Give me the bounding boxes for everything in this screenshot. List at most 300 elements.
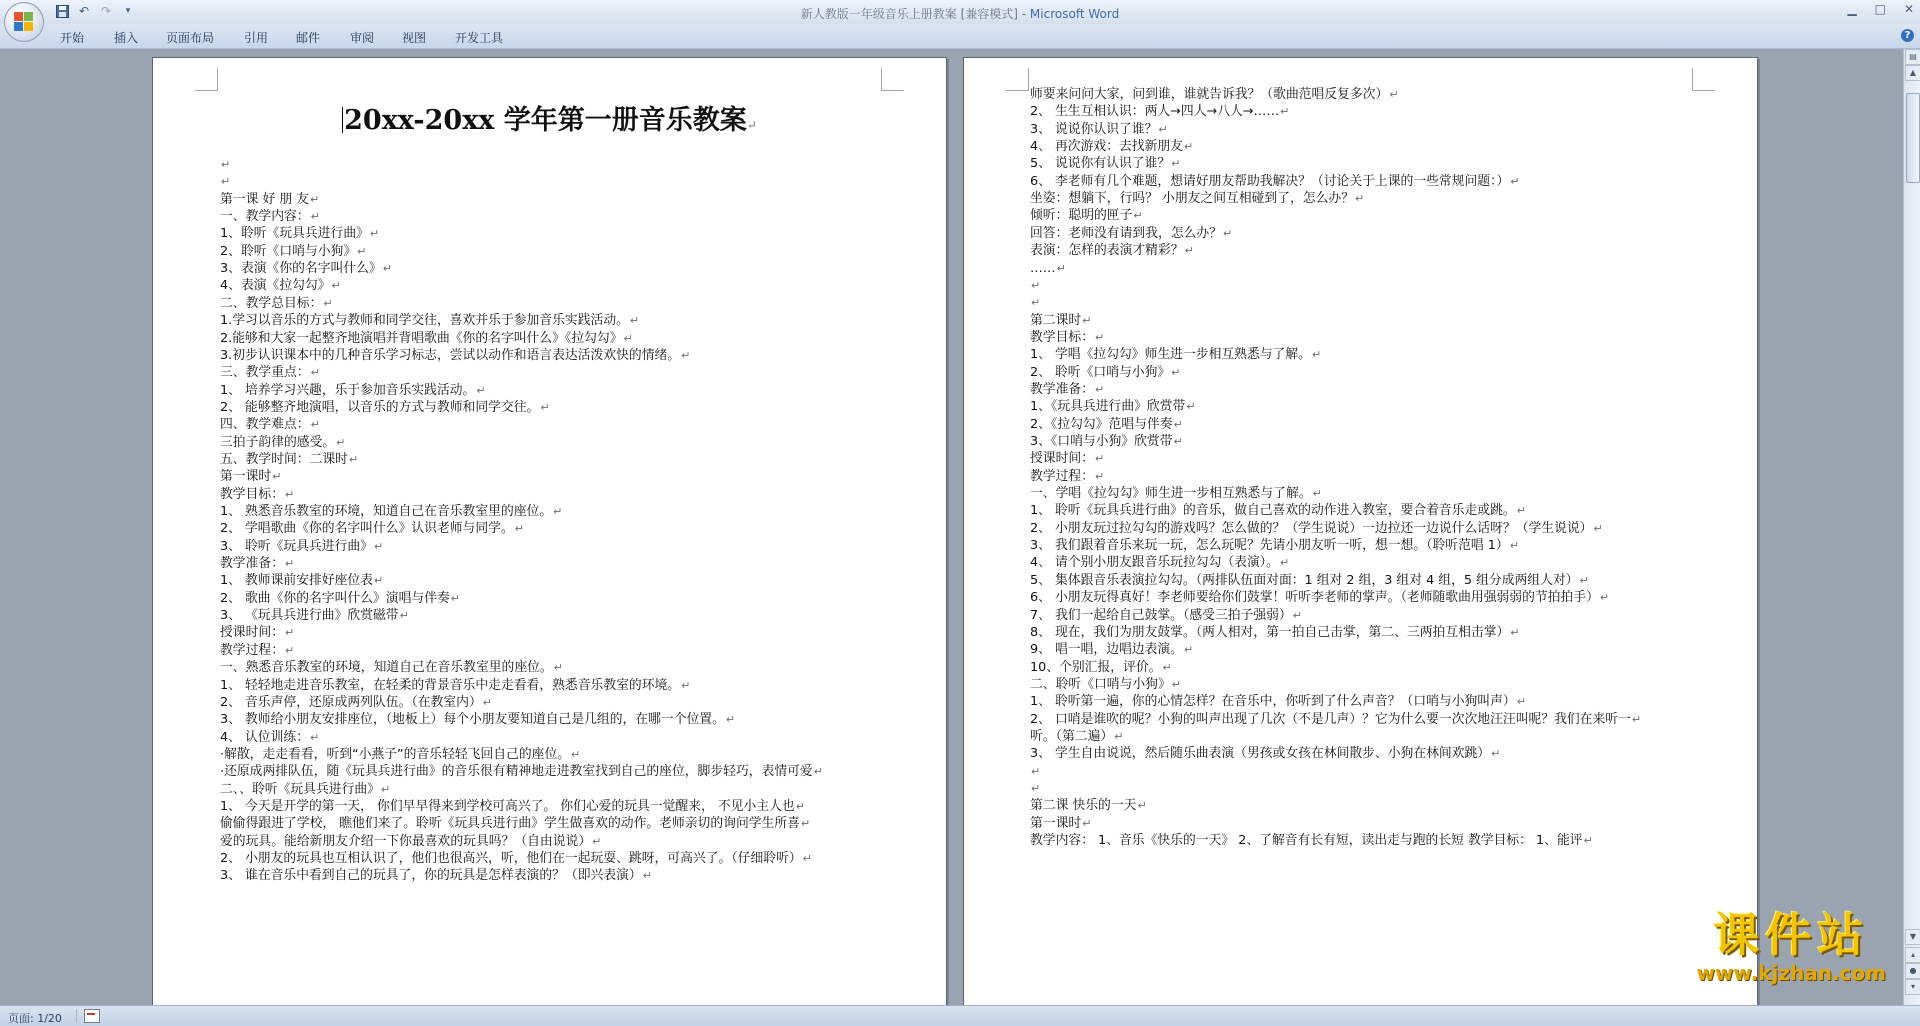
document-line — [1030, 589, 1609, 607]
line-text: 4、 再次游戏：去找新朋友 — [1030, 139, 1183, 155]
paragraph-mark: ↵ — [336, 435, 346, 449]
paragraph-mark: ↵ — [310, 730, 320, 744]
line-text: 3、 《玩具兵进行曲》欣赏磁带 — [220, 608, 399, 624]
paragraph-mark: ↵ — [725, 713, 736, 727]
line-text: 教学准备： — [220, 556, 284, 572]
line-text: 教学目标： — [220, 486, 284, 502]
crop-mark — [1692, 68, 1715, 91]
paragraph-mark: ↵ — [514, 522, 524, 536]
line-text: 二、、聆听《玩具兵进行曲》 — [220, 781, 380, 797]
paragraph-mark: ↵ — [348, 452, 359, 466]
document-line — [220, 173, 230, 191]
line-text: 第二课 快乐的一天 — [1030, 798, 1137, 814]
document-line — [1030, 207, 1143, 225]
previous-page-icon[interactable]: ▴ — [1905, 947, 1920, 963]
paragraph-mark: ↵ — [1162, 660, 1172, 674]
document-line — [220, 659, 563, 677]
line-text: 二、教学总目标： — [220, 295, 323, 311]
document-heading — [153, 98, 946, 137]
paragraph-mark: ↵ — [382, 262, 392, 276]
tab-view[interactable]: 视图 — [402, 31, 427, 45]
document-line — [220, 312, 639, 330]
paragraph-mark: ↵ — [1516, 695, 1526, 709]
paragraph-mark: ↵ — [1094, 382, 1105, 396]
paragraph-mark: ↵ — [1279, 556, 1290, 570]
paragraph-mark: ↵ — [1184, 244, 1194, 258]
line-text: 4、 认位训练： — [220, 729, 309, 745]
document-line — [220, 538, 383, 556]
close-icon[interactable]: ✕ — [1903, 2, 1914, 16]
vertical-scrollbar[interactable] — [1903, 49, 1920, 1005]
line-text: 三拍子韵律的感受。 — [220, 434, 336, 450]
document-line — [1030, 277, 1040, 295]
document-line — [1030, 190, 1364, 208]
document-line — [1030, 572, 1589, 590]
line-text: 1、聆听《玩具兵进行曲》 — [220, 226, 369, 242]
paragraph-mark: ↵ — [310, 210, 320, 224]
line-text: 2.能够和大家一起整齐地演唱并背唱歌曲《你的名字叫什么》《拉勾勾》 — [220, 330, 623, 346]
paragraph-mark: ↵ — [795, 799, 805, 813]
line-text: 教学内容： 1、音乐《快乐的一天》 2、了解音有长有短，读出走与跑的长短 教学目标： 1、能评 — [1030, 833, 1583, 849]
line-text: 1、 学唱《拉勾勾》师生进一步相互熟悉与了解。 — [1030, 347, 1311, 363]
line-text: 2、《拉勾勾》范唱与伴奏 — [1030, 416, 1173, 432]
line-text: 5、 说说你有认识了谁？ — [1030, 156, 1171, 172]
paragraph-mark: ↵ — [1171, 157, 1181, 171]
line-text: 3、表演《你的名字叫什么》 — [220, 261, 382, 277]
paragraph-mark: ↵ — [746, 118, 757, 132]
line-text: 教学准备： — [1030, 381, 1094, 397]
document-line — [1030, 225, 1232, 243]
paragraph-mark: ↵ — [1280, 105, 1290, 119]
paragraph-mark: ↵ — [331, 279, 341, 293]
undo-icon[interactable]: ↶ — [78, 4, 90, 18]
paragraph-mark: ↵ — [482, 695, 492, 709]
paragraph-mark: ↵ — [1183, 643, 1194, 657]
document-line — [1030, 138, 1193, 156]
scroll-down-icon[interactable]: ▼ — [1905, 929, 1920, 945]
paragraph-mark: ↵ — [1292, 608, 1302, 622]
document-title: 新人教版一年级音乐上册教案 [兼容模式] - — [800, 7, 1030, 21]
line-text: 1.学习以音乐的方式与教师和同学交往，喜欢并乐于参加音乐实践活动。 — [220, 313, 629, 329]
paragraph-mark: ↵ — [681, 348, 691, 362]
document-area — [0, 49, 1904, 1005]
line-text: 教学过程： — [220, 642, 284, 658]
paragraph-mark: ↵ — [357, 244, 367, 258]
document-line — [1030, 624, 1520, 642]
line-text: 7、 我们一起给自己鼓掌。（感受三拍子强弱） — [1030, 607, 1292, 623]
document-line — [220, 642, 294, 660]
document-line — [220, 572, 383, 590]
crop-mark — [195, 68, 218, 91]
page-left[interactable] — [152, 57, 947, 1005]
document-line — [220, 503, 562, 521]
ruler-toggle-icon[interactable]: ▤ — [1905, 49, 1920, 65]
window-controls — [1847, 2, 1914, 16]
document-line — [220, 867, 652, 885]
line-text: 3.初步认识课本中的几种音乐学习标志，尝试以动作和语言表达活泼欢快的情绪。 — [220, 347, 681, 363]
text-cursor — [342, 107, 343, 133]
line-text: ·解散，走走看看，听到“小燕子”的音乐轻轻飞回自己的座位。 — [220, 746, 571, 762]
document-line — [220, 746, 580, 764]
line-text: 第一课时 — [220, 469, 272, 485]
document-line — [220, 382, 486, 400]
paragraph-mark: ↵ — [310, 192, 320, 206]
document-line — [1030, 641, 1193, 659]
paragraph-mark: ↵ — [1094, 330, 1105, 344]
document-line — [220, 277, 341, 295]
paragraph-mark: ↵ — [1222, 226, 1233, 240]
document-line — [220, 833, 601, 851]
document-line — [1030, 86, 1399, 104]
line-text: 3、 学生自由说说，然后随乐曲表演（男孩或女孩在林间散步、小狗在林间欢跳） — [1030, 746, 1491, 762]
document-line — [1030, 711, 1641, 729]
paragraph-mark: ↵ — [1031, 764, 1041, 778]
status-divider — [76, 1009, 77, 1023]
document-line — [1030, 398, 1196, 416]
paragraph-mark: ↵ — [284, 643, 295, 657]
document-line — [1030, 763, 1040, 781]
document-line — [1030, 745, 1500, 763]
proofing-status-icon[interactable] — [84, 1009, 100, 1023]
document-line — [220, 607, 409, 625]
document-line — [220, 330, 633, 348]
paragraph-mark: ↵ — [802, 852, 812, 865]
paragraph-mark: ↵ — [629, 314, 640, 328]
paragraph-mark: ↵ — [1510, 625, 1520, 639]
line-text: 3、 教师给小朋友安排座位，（地板上）每个小朋友要知道自己是几组的，在哪一个位置。 — [220, 712, 725, 728]
customize-toolbar-icon[interactable]: ▾ — [125, 6, 131, 16]
line-text: 授课时间： — [220, 625, 284, 641]
line-text: 一、学唱《拉勾勾》师生进一步相互熟悉与了解。 — [1030, 486, 1312, 502]
document-line — [1030, 294, 1040, 312]
paragraph-mark: ↵ — [1631, 712, 1642, 726]
paragraph-mark: ↵ — [284, 487, 295, 501]
document-line — [1030, 121, 1168, 139]
document-line — [220, 798, 805, 816]
document-line — [1030, 693, 1526, 711]
line-text: 2、 聆听《口哨与小狗》 — [1030, 364, 1171, 380]
line-text: 二、聆听《口哨与小狗》 — [1030, 676, 1171, 692]
document-line — [220, 156, 230, 174]
document-line — [220, 208, 320, 226]
paragraph-mark: ↵ — [1133, 209, 1143, 223]
paragraph-mark: ↵ — [642, 869, 652, 883]
select-browse-object-icon[interactable]: ● — [1905, 963, 1920, 979]
line-text: 教学目标： — [1030, 329, 1094, 345]
paragraph-mark: ↵ — [553, 661, 563, 675]
line-text: 听。（第二遍） — [1030, 728, 1114, 744]
line-text: 2、 小朋友玩过拉勾勾的游戏吗？怎么做的？（学生说说）一边拉还一边说什么话呀？（学生说说） — [1030, 520, 1593, 536]
line-text: 3、 我们跟着音乐来玩一玩，怎么玩呢？先请小朋友听一听，想一想。（聆听范唱 1） — [1030, 538, 1509, 554]
line-text: 1、 教师课前安排好座位表 — [220, 573, 373, 589]
paragraph-mark: ↵ — [1389, 88, 1399, 101]
paragraph-mark: ↵ — [476, 383, 486, 397]
document-line — [1030, 780, 1040, 798]
document-line — [220, 590, 460, 608]
paragraph-mark: ↵ — [1583, 834, 1593, 848]
line-text: 四、教学难点： — [220, 417, 310, 433]
document-line — [1030, 537, 1519, 555]
document-line — [1030, 103, 1289, 121]
document-line — [220, 295, 333, 313]
paragraph-mark: ↵ — [1031, 278, 1041, 292]
paragraph-mark: ↵ — [1311, 348, 1322, 362]
document-line — [220, 763, 823, 781]
paragraph-mark: ↵ — [1516, 504, 1526, 518]
document-line — [220, 781, 390, 799]
line-text: 4、 请个别小朋友跟音乐玩拉勾勾（表演）。 — [1030, 555, 1279, 571]
office-button[interactable] — [4, 2, 44, 42]
line-text: 回答：老师没有请到我，怎么办？ — [1030, 225, 1222, 241]
line-text: 教学过程： — [1030, 468, 1094, 484]
paragraph-mark: ↵ — [450, 591, 460, 605]
line-text: 2、 歌曲《你的名字叫什么》演唱与伴奏 — [220, 590, 450, 606]
line-text: 2、聆听《口哨与小狗》 — [220, 243, 357, 259]
document-line — [1030, 364, 1180, 382]
paragraph-mark: ↵ — [284, 626, 295, 640]
paragraph-mark: ↵ — [399, 609, 409, 623]
line-text: 表演：怎样的表演才精彩？ — [1030, 243, 1184, 259]
document-line — [1030, 242, 1194, 260]
paragraph-mark: ↵ — [1509, 539, 1519, 553]
line-text: 坐姿：想躺下，行吗？ 小朋友之间互相碰到了，怎么办？ — [1030, 191, 1354, 207]
document-line — [220, 520, 524, 538]
title-bar — [0, 0, 1920, 24]
paragraph-mark: ↵ — [1510, 174, 1520, 188]
document-line — [1030, 520, 1603, 538]
paragraph-mark: ↵ — [571, 747, 581, 761]
document-line — [1030, 502, 1526, 520]
document-line — [220, 711, 735, 729]
document-line — [220, 191, 319, 209]
paragraph-mark: ↵ — [1171, 365, 1181, 379]
paragraph-mark: ↵ — [1114, 729, 1124, 743]
document-line — [1030, 607, 1302, 625]
line-text: 1、 培养学习兴趣，乐于参加音乐实践活动。 — [220, 382, 476, 398]
scroll-up-icon[interactable]: ▲ — [1905, 65, 1920, 81]
crop-mark — [1006, 68, 1029, 91]
line-text: 爱的玩具。能给新朋友介绍一下你最喜欢的玩具吗？（自由说说） — [220, 833, 592, 849]
document-line — [1030, 329, 1104, 347]
paragraph-mark: ↵ — [1173, 417, 1183, 431]
office-logo-icon — [14, 12, 34, 32]
document-line — [1030, 260, 1066, 278]
line-text: 一、熟悉音乐教室的环境，知道自己在音乐教室里的座位。 — [220, 660, 553, 676]
paragraph-mark: ↵ — [1031, 296, 1041, 310]
document-line — [1030, 312, 1091, 330]
line-text: 6、 李老师有几个难题，想请好朋友帮助我解决？（讨论关于上课的一些常规问题：） — [1030, 173, 1510, 189]
paragraph-mark: ↵ — [221, 158, 231, 171]
watermark-url: www.kjzhan.com — [1696, 961, 1886, 985]
line-text: 9、 唱一唱，边唱边表演。 — [1030, 642, 1183, 658]
paragraph-mark: ↵ — [540, 400, 550, 414]
line-text: 3、 聆听《玩具兵进行曲》 — [220, 538, 373, 554]
line-text: 第一课 好 朋 友 — [220, 191, 309, 207]
document-heading-text: 20xx-20xx 学年第一册音乐教案 — [344, 105, 747, 136]
crop-mark — [881, 68, 904, 91]
paragraph-mark: ↵ — [1094, 452, 1105, 466]
paragraph-mark: ↵ — [284, 557, 295, 571]
document-line — [1030, 832, 1593, 850]
paragraph-mark: ↵ — [681, 678, 691, 692]
page-count[interactable]: 页面: 1/20 — [8, 1012, 62, 1025]
document-line — [220, 347, 690, 365]
paragraph-mark: ↵ — [1094, 469, 1105, 483]
tab-insert[interactable]: 插入 — [114, 31, 139, 45]
document-line — [220, 225, 379, 243]
paragraph-mark: ↵ — [1312, 487, 1322, 501]
paragraph-mark: ↵ — [1158, 122, 1168, 136]
tab-review[interactable]: 审阅 — [350, 31, 375, 45]
document-line — [1030, 815, 1091, 833]
line-text: 6、 小朋友玩得真好！李老师要给你们鼓掌！听听李老师的掌声。（老师随歌曲用强弱弱的节拍拍手） — [1030, 590, 1599, 606]
watermark — [1696, 899, 1886, 985]
line-text: 偷偷得跟进了学校， 瞧他们来了。聆听《玩具兵进行曲》学生做喜欢的动作。老师亲切的询问学生所喜 — [220, 816, 800, 832]
line-text: 2、 能够整齐地演唱，以音乐的方式与教师和同学交往。 — [220, 399, 540, 415]
paragraph-mark: ↵ — [800, 817, 811, 831]
line-text: 8、 现在，我们为朋友鼓掌。（两人相对，第一拍自己击掌，第二、三两拍互相击掌） — [1030, 624, 1510, 640]
line-text: 1、 熟悉音乐教室的环境，知道自己在音乐教室里的座位。 — [220, 504, 553, 519]
paragraph-mark: ↵ — [553, 505, 563, 518]
window-title — [0, 5, 1920, 22]
document-line — [1030, 155, 1180, 173]
paragraph-mark: ↵ — [272, 470, 282, 484]
document-line — [220, 468, 281, 486]
document-line — [220, 399, 550, 417]
document-line — [1030, 797, 1147, 815]
scroll-thumb[interactable] — [1906, 93, 1920, 183]
line-text: 2、 音乐声停，还原成两列队伍。（在教室内） — [220, 694, 482, 710]
document-line — [220, 434, 345, 452]
line-text: 师要来问问大家，问到谁，谁就告诉我？（歌曲范唱反复多次） — [1030, 87, 1389, 102]
line-text: 一、教学内容： — [220, 209, 310, 225]
line-text: 1、 轻轻地走进音乐教室，在轻柔的背景音乐中走走看看，熟悉音乐教室的环境。 — [220, 677, 681, 693]
document-line — [220, 243, 366, 261]
paragraph-mark: ↵ — [373, 574, 384, 588]
document-line — [220, 451, 358, 469]
document-line — [220, 624, 294, 642]
line-text: 4、表演《拉勾勾》 — [220, 278, 331, 294]
line-text: 3、 说说你认识了谁？ — [1030, 121, 1158, 137]
document-line — [1030, 450, 1104, 468]
document-line — [1030, 485, 1322, 503]
document-line — [220, 416, 320, 434]
document-line — [1030, 676, 1181, 694]
page-right[interactable] — [963, 57, 1758, 1005]
paragraph-mark: ↵ — [1491, 747, 1501, 761]
line-text: 3、 谁在音乐中看到自己的玩具了，你的玩具是怎样表演的？（即兴表演） — [220, 868, 642, 884]
paragraph-mark: ↵ — [1183, 140, 1194, 154]
paragraph-mark: ↵ — [623, 331, 633, 345]
document-line — [1030, 728, 1123, 746]
document-line — [220, 815, 810, 833]
paragraph-mark: ↵ — [1082, 816, 1092, 830]
paragraph-mark: ↵ — [1056, 261, 1066, 275]
line-text: 3、《口哨与小狗》欣赏带 — [1030, 434, 1173, 449]
paragraph-mark: ↵ — [1355, 192, 1365, 206]
document-line — [1030, 659, 1172, 677]
line-text: 1、《玩具兵进行曲》欣赏带 — [1030, 399, 1186, 415]
watermark-title: 课件站 — [1713, 908, 1870, 962]
paragraph-mark: ↵ — [1082, 313, 1092, 327]
paragraph-mark: ↵ — [373, 539, 384, 553]
paragraph-mark: ↵ — [813, 765, 823, 779]
paragraph-mark: ↵ — [380, 782, 391, 796]
document-line — [220, 260, 392, 278]
tab-mailings[interactable]: 邮件 — [296, 31, 321, 45]
line-text: 授课时间： — [1030, 451, 1094, 467]
paragraph-mark: ↵ — [323, 296, 333, 310]
help-icon[interactable]: ? — [1901, 29, 1914, 42]
paragraph-mark: ↵ — [310, 418, 320, 432]
document-line — [1030, 554, 1289, 572]
document-line — [220, 850, 812, 868]
redo-icon[interactable]: ↷ — [100, 4, 112, 18]
line-text: 五、教学时间：二课时 — [220, 451, 348, 467]
document-line — [220, 364, 320, 382]
paragraph-mark: ↵ — [1173, 435, 1183, 448]
line-text: 2、 学唱歌曲《你的名字叫什么》认识老师与同学。 — [220, 521, 514, 537]
document-line — [1030, 173, 1520, 191]
paragraph-mark: ↵ — [592, 834, 602, 848]
maximize-icon[interactable]: □ — [1874, 2, 1886, 16]
status-bar — [0, 1005, 1920, 1026]
app-name: Microsoft Word — [1029, 7, 1120, 21]
paragraph-mark: ↵ — [221, 175, 231, 189]
minimize-icon[interactable]: ▁ — [1847, 2, 1857, 16]
paragraph-mark: ↵ — [1599, 591, 1610, 605]
tab-home[interactable]: 开始 — [60, 31, 85, 45]
line-text: 10、个别汇报，评价。 — [1030, 659, 1162, 675]
document-line — [220, 694, 492, 712]
ribbon-tabs — [0, 24, 1920, 49]
line-text: 1、 今天是开学的第一天， 你们早早得来到学校可高兴了。 你们心爱的玩具一觉醒来， 不见小主人也 — [220, 798, 795, 814]
line-text: 倾听：聪明的匣子 — [1030, 208, 1133, 224]
document-line — [1030, 381, 1104, 399]
paragraph-mark: ↵ — [1186, 400, 1196, 414]
document-line — [220, 677, 690, 695]
line-text: 2、 小朋友的玩具也互相认识了，他们也很高兴，听，他们在一起玩耍、跳呀，可高兴了。（仔细聆听） — [220, 851, 802, 866]
line-text: 2、 口哨是谁吹的呢？小狗的叫声出现了几次（不是几声）？它为什么要一次次地汪汪叫呢？我们在来听一 — [1030, 711, 1631, 727]
line-text: 第二课时 — [1030, 312, 1082, 328]
line-text: 第一课时 — [1030, 815, 1082, 831]
line-text: 1、 聆听《玩具兵进行曲》的音乐，做自己喜欢的动作进入教室，要合着音乐走或跳。 — [1030, 503, 1516, 519]
tab-references[interactable]: 引用 — [244, 31, 269, 45]
document-line — [1030, 346, 1321, 364]
paragraph-mark: ↵ — [1593, 521, 1603, 535]
paragraph-mark: ↵ — [369, 227, 380, 241]
paragraph-mark: ↵ — [1137, 799, 1147, 813]
document-line — [1030, 468, 1104, 486]
document-line — [220, 729, 319, 747]
paragraph-mark: ↵ — [1171, 677, 1181, 691]
document-line — [220, 486, 294, 504]
tab-page-layout[interactable]: 页面布局 — [166, 31, 215, 45]
next-page-icon[interactable]: ▾ — [1905, 979, 1920, 995]
paragraph-mark: ↵ — [1579, 573, 1589, 587]
line-text: 2、 生生互相认识：两人→四人→八人→…… — [1030, 104, 1280, 120]
line-text: 1、 聆听第一遍，你的心情怎样？在音乐中，你听到了什么声音？（口哨与小狗叫声） — [1030, 694, 1516, 710]
line-text: 5、 集体跟音乐表演拉勾勾。（两排队伍面对面：1 组对 2 组，3 组对 4 组，5 组分成两组人对） — [1030, 572, 1579, 588]
document-line — [1030, 416, 1183, 434]
document-line — [1030, 433, 1183, 451]
line-text: ·还原成两排队伍，随《玩具兵进行曲》的音乐很有精神地走进教室找到自己的座位，脚步轻巧，表情可爱 — [220, 764, 813, 780]
paragraph-mark: ↵ — [1031, 782, 1041, 795]
document-line — [220, 555, 294, 573]
tab-developer[interactable]: 开发工具 — [455, 31, 504, 45]
line-text: 三、教学重点： — [220, 365, 310, 381]
line-text: …… — [1030, 260, 1056, 276]
